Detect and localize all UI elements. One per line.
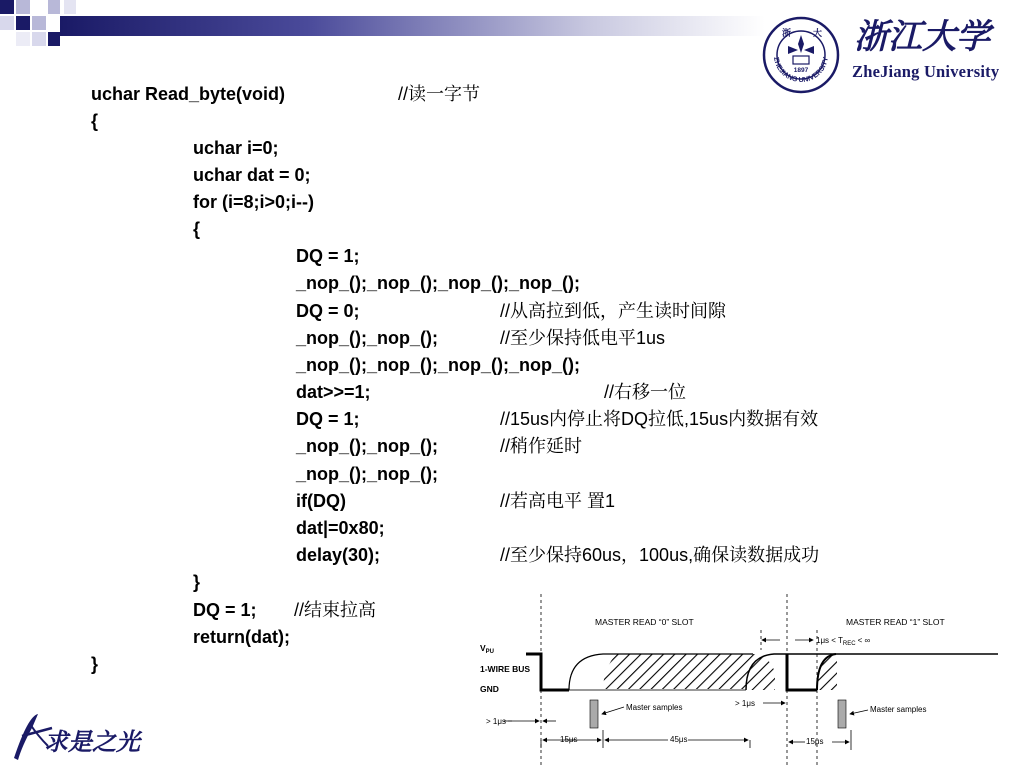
recovery-sub: REC — [842, 641, 856, 647]
code-line-6: { — [193, 219, 201, 239]
code-line-14: _nop_();_nop_(); — [296, 436, 438, 456]
seal-year: 1897 — [793, 67, 809, 74]
slot0-label: MASTER READ “0” SLOT — [595, 617, 694, 627]
code-line-12: dat>>=1; — [296, 382, 371, 402]
seal-text: ZHEJIANG UNIVERSITY — [772, 56, 830, 85]
code-line-13: DQ = 1; — [296, 409, 360, 429]
code-line-17: dat|=0x80; — [296, 518, 385, 538]
svg-text:1μs < TREC< ∞ — [816, 636, 870, 647]
code-line-10: _nop_();_nop_(); — [296, 328, 438, 348]
svg-text:浙江大学: 浙江大学 — [854, 17, 990, 57]
recovery-tail: < ∞ — [857, 636, 871, 645]
code-comment: //至少保持60us，100us,确保读数据成功 — [500, 545, 820, 565]
svg-text:大: 大 — [813, 28, 823, 38]
code-line-19: } — [193, 572, 201, 592]
code-line-18: delay(30); — [296, 545, 381, 565]
code-comment: //若高电平 置1 — [500, 491, 616, 511]
code-line-4: uchar dat = 0; — [193, 165, 311, 185]
code-line-1: uchar Read_byte(void) — [91, 84, 286, 104]
code-line-9: DQ = 0; — [296, 301, 360, 321]
master-samples-label-0: Master samples — [626, 703, 683, 712]
code-line-22: } — [91, 654, 99, 674]
brand-mark-text: 求是之光 — [44, 727, 140, 756]
code-line-7: DQ = 1; — [296, 246, 360, 266]
min-low-label: > 1μs — [486, 717, 506, 726]
code-comment: //稍作延时 — [500, 436, 583, 456]
code-line-21: return(dat); — [193, 627, 290, 647]
t45-label: 45μs — [670, 735, 688, 744]
brand-calligraphy-logo — [8, 706, 140, 766]
university-name-en: ZheJiang University — [852, 62, 1000, 81]
one-wire-read-timing-diagram — [478, 590, 1018, 766]
vpu-sub: PU — [485, 649, 495, 655]
master-samples-label-1: Master samples — [870, 705, 927, 714]
min-low-label-2: > 1μs — [735, 699, 755, 708]
code-line-3: uchar i=0; — [193, 138, 279, 158]
code-line-11: _nop_();_nop_();_nop_();_nop_(); — [296, 355, 580, 375]
code-comment: //从高拉到低，产生读时间隙 — [500, 301, 727, 321]
university-seal-icon — [762, 16, 840, 94]
code-comment: //15us内停止将DQ拉低,15us内数据有效 — [500, 409, 819, 429]
t15-label-2: 15μs — [806, 737, 824, 746]
code-comment: //结束拉高 — [294, 600, 377, 620]
recovery-label: 1μs < T — [816, 636, 843, 645]
gnd-label: GND — [480, 684, 499, 694]
code-line-16: if(DQ) — [296, 491, 346, 511]
code-comment: //至少保持低电平1us — [500, 328, 666, 348]
slot1-label: MASTER READ “1” SLOT — [846, 617, 945, 627]
bus-label: 1-WIRE BUS — [480, 664, 531, 674]
code-line-20: DQ = 1; — [193, 600, 257, 620]
code-line-5: for (i=8;i>0;i--) — [193, 192, 315, 212]
svg-text:浙: 浙 — [782, 28, 792, 38]
code-line-2: { — [91, 111, 99, 131]
t15-label: 15μs — [560, 735, 578, 744]
svg-text:VPU — [480, 643, 494, 655]
vpu-label: V — [480, 643, 486, 653]
header-gradient-bar — [60, 16, 765, 36]
code-line-8: _nop_();_nop_();_nop_();_nop_(); — [296, 273, 580, 293]
code-line-15: _nop_();_nop_(); — [296, 464, 438, 484]
code-comment: //右移一位 — [604, 382, 687, 402]
university-cn-logo — [854, 14, 1014, 58]
code-comment: //读一字节 — [398, 84, 481, 104]
